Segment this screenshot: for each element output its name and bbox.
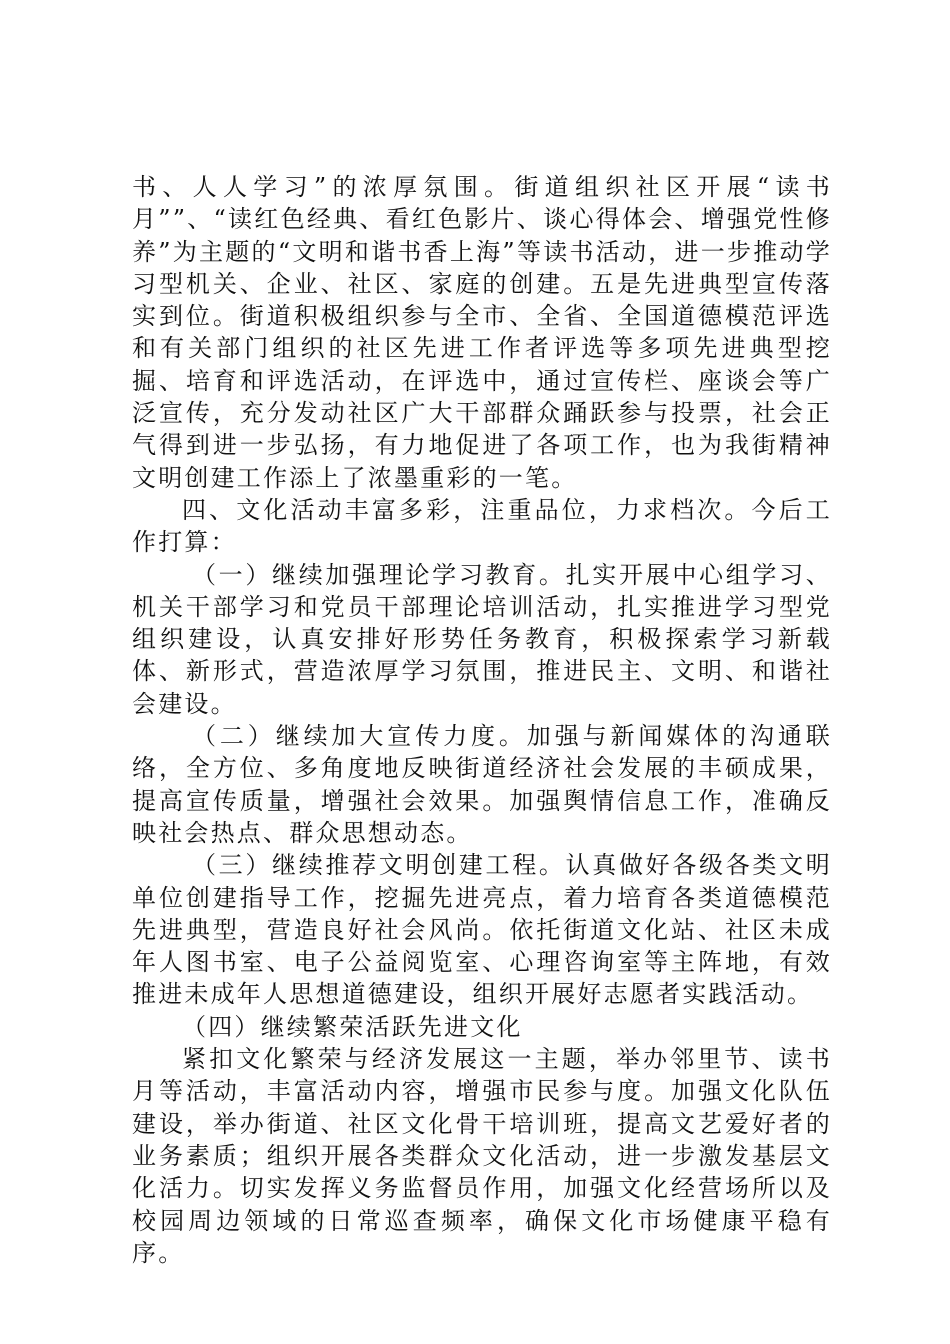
paragraph-continuation: 书、人人学习”的浓厚氛围。街道组织社区开展“读书月””、“读红色经典、看红色影片、谈心得体会、增强党性修养”为主题的“文明和谐书香上海”等读书活动，进一步推动学习型机关、企业、社区、家庭的创建。五是先进典型宣传落实到位。街道积极组织参与全市、全省、全国道德模范评选和有关部门组织的社区先进工作者评选等多项先进典型挖掘、培育和评选活动，在评选中，通过宣传栏、座谈会等广泛宣传，充分发动社区广大干部群众踊跃参与投票，社会正气得到进一步弘扬，有力地促进了各项工作，也为我街精神文明创建工作添上了浓墨重彩的一笔。 [132, 173, 832, 492]
item-two-paragraph: （二）继续加大宣传力度。加强与新闻媒体的沟通联络，全方位、多角度地反映街道经济社会发展的丰硕成果，提高宣传质量，增强社会效果。加强舆情信息工作，准确反映社会热点、群众思想动态。 [132, 722, 832, 847]
item-four-paragraph: 紧扣文化繁荣与经济发展这一主题，举办邻里节、读书月等活动，丰富活动内容，增强市民参与度。加强文化队伍建设，举办街道、社区文化骨干培训班，提高文艺爱好者的业务素质；组织开展各类群众文化活动，进一步激发基层文化活力。切实发挥义务监督员作用，加强文化经营场所以及校园周边领域的日常巡查频率，确保文化市场健康平稳有序。 [132, 1045, 832, 1267]
section-heading-four: 四、文化活动丰富多彩，注重品位，力求档次。今后工作打算： [132, 495, 832, 557]
document-body [132, 171, 832, 1269]
item-three-paragraph: （三）继续推荐文明创建工程。认真做好各级各类文明单位创建指导工作，挖掘先进亮点，着力培育各类道德模范先进典型，营造良好社会风尚。依托街道文化站、社区未成年人图书室、电子公益阅览室、心理咨询室等主阵地，有效推进未成年人思想道德建设，组织开展好志愿者实践活动。 [132, 851, 832, 1009]
item-four-heading: （四）继续繁荣活跃先进文化 [182, 1012, 523, 1041]
item-one-paragraph: （一）继续加强理论学习教育。扎实开展中心组学习、机关干部学习和党员干部理论培训活动，扎实推进学习型党组织建设，认真安排好形势任务教育，积极探索学习新载体、新形式，营造浓厚学习氛围，推进民主、文明、和谐社会建设。 [132, 560, 832, 718]
